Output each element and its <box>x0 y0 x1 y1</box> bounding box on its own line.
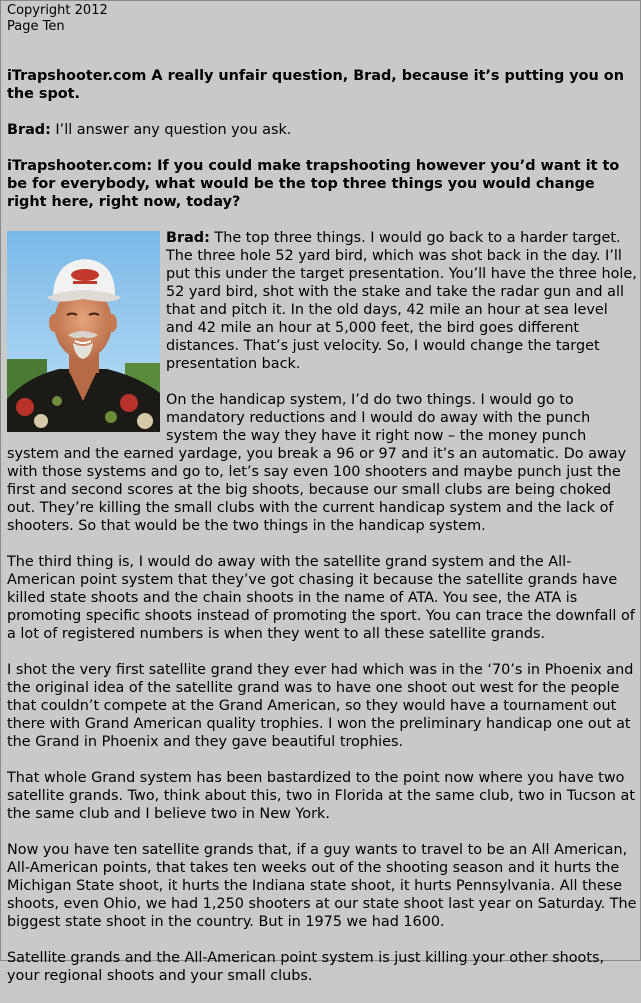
paragraph-closing: Satellite grands and the All-American point system is just killing your other shoots, your regional shoots and your small clubs. <box>7 950 605 984</box>
question-1: iTrapshooter.com A really unfair question, Brad, because it’s putting you on the spot. <box>7 68 624 102</box>
answer-1-speaker: Brad: <box>7 122 51 138</box>
brad-portrait-photo <box>7 231 160 432</box>
answer-2-text: The top three things. I would go back to a harder target. The three hole 52 yard bird, which was shot back in the day. I’ll put this under the target presentation. You’ll have the three hole, 52 yard bird, shot with the stake and take the radar gun and all that and pitch it. In the old days, 42 mile an hour at sea level and 42 mile an hour at 5,000 feet, the bird goes different distances. That’s just velocity. So, I would change the target presentation back. <box>166 230 637 372</box>
answer-1 <box>7 121 637 139</box>
copyright-line: Copyright 2012 <box>7 3 108 18</box>
answer-1-text: I’ll answer any question you ask. <box>50 122 292 138</box>
paragraph-grand-system-bastardized: That whole Grand system has been bastardized to the point now where you have two satellite grands. Two, think about this, two in Florida at the same club, two in Tucson at the same club and I believe two in New York. <box>7 770 635 822</box>
paragraph-handicap-system: On the handicap system, I’d do two things. I would go to mandatory reductions and I would do away with the punch system the way they have it right now – the money punch system and the earned yardage, you break a 96 or 97 and it’s an automatic. Do away with those systems and go to, let’s say even 100 shooters and maybe punch just the first and second scores at the big shoots, because our small clubs are being choked out. They’re killing the small clubs with the current handicap system and the lack of shooters. So that would be the two things in the handicap system. <box>7 392 627 534</box>
paragraph-satellite-grand-system: The third thing is, I would do away with the satellite grand system and the All-American point system that they’ve got chasing it because the satellite grands have killed state shoots and the chain shoots in the name of ATA. You see, the ATA is promoting specific shoots instead of promoting the sport. You can trace the downfall of a lot of registered numbers is when they went to all these satellite grands. <box>7 554 635 642</box>
paragraph-ten-satellite-grands: Now you have ten satellite grands that, if a guy wants to travel to be an All American, All-American points, that takes ten weeks out of the shooting season and it hurts the Michigan State shoot, it hurts the Indiana state shoot, it hurts Pennsylvania. All these shoots, even Ohio, we had 1,250 shooters at our state shoot last year on Saturday. The biggest state shoot in the country. But in 1975 we had 1600. <box>7 842 637 930</box>
question-2: iTrapshooter.com: If you could make trapshooting however you’d want it to be for everybody, what would be the top three things you would change right here, right now, today? <box>7 158 620 210</box>
paragraph-first-satellite-grand: I shot the very first satellite grand they ever had which was in the ‘70’s in Phoenix and the original idea of the satellite grand was to have one shoot out west for the people that couldn’t compete at the Grand American, so they would have a tournament out there with Grand American quality trophies. I won the preliminary handicap one out at the Grand in Phoenix and they gave beautiful trophies. <box>7 662 634 750</box>
article-body <box>7 67 637 1003</box>
page-header <box>7 3 108 35</box>
page-number-line: Page Ten <box>7 19 65 34</box>
answer-2-speaker: Brad: <box>166 230 210 246</box>
